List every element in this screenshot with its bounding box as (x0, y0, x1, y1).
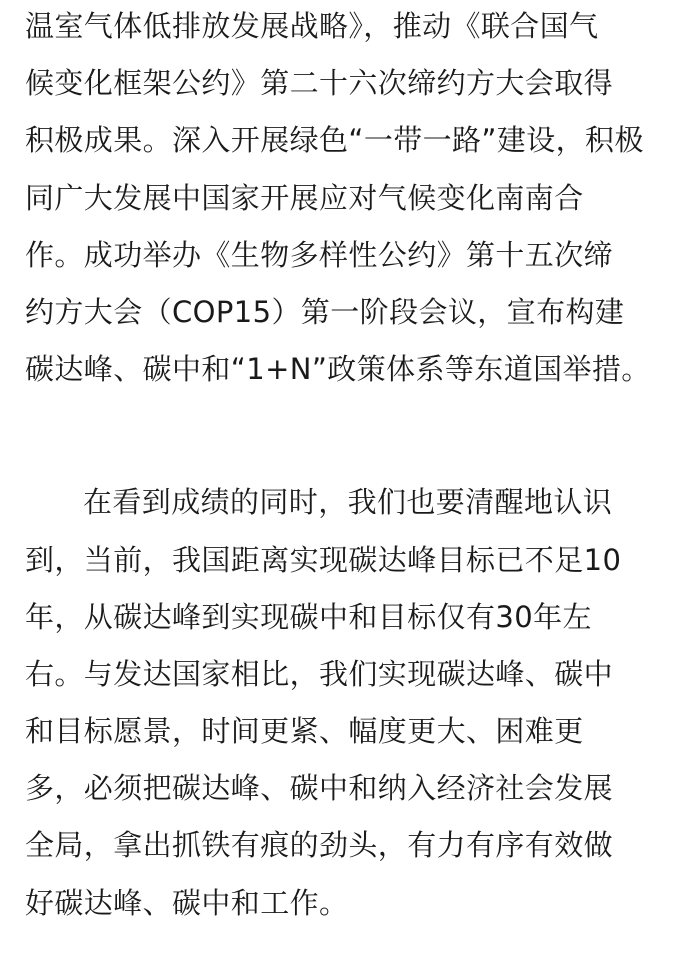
text-line: 好碳达峰、碳中和工作。 (25, 885, 349, 920)
text-line: 约方大会（COP15）第一阶段会议，宣布构建 (25, 294, 625, 329)
article-body (25, 0, 655, 932)
text-line: 候变化框架公约》第二十六次缔约方大会取得 (25, 66, 614, 101)
paragraph-spacer (25, 398, 655, 474)
text-line: 多，必须把碳达峰、碳中和纳入经济社会发展 (25, 771, 614, 806)
text-line: 在看到成绩的同时，我们也要清醒地认识 (83, 485, 613, 520)
paragraph-2 (25, 474, 655, 932)
text-line: 积极成果。深入开展绿色“一带一路”建设，积极 (25, 123, 644, 158)
text-line: 和目标愿景，时间更紧、幅度更大、困难更 (25, 714, 584, 749)
text-line: 到，当前，我国距离实现碳达峰目标已不足10 (25, 542, 622, 577)
text-line: 同广大发展中国家开展应对气候变化南南合 (25, 180, 584, 215)
text-line: 全局，拿出抓铁有痕的劲头，有力有序有效做 (25, 828, 614, 863)
text-line: 年，从碳达峰到实现碳中和目标仅有30年左 (25, 599, 592, 634)
text-line: 温室气体低排放发展战略》，推动《联合国气 (25, 9, 599, 43)
text-line: 右。与发达国家相比，我们实现碳达峰、碳中 (25, 656, 614, 691)
paragraph-1 (25, 0, 655, 398)
text-line: 作。成功举办《生物多样性公约》第十五次缔 (25, 237, 614, 272)
text-line: 碳达峰、碳中和“1+N”政策体系等东道国举措。 (25, 352, 651, 387)
